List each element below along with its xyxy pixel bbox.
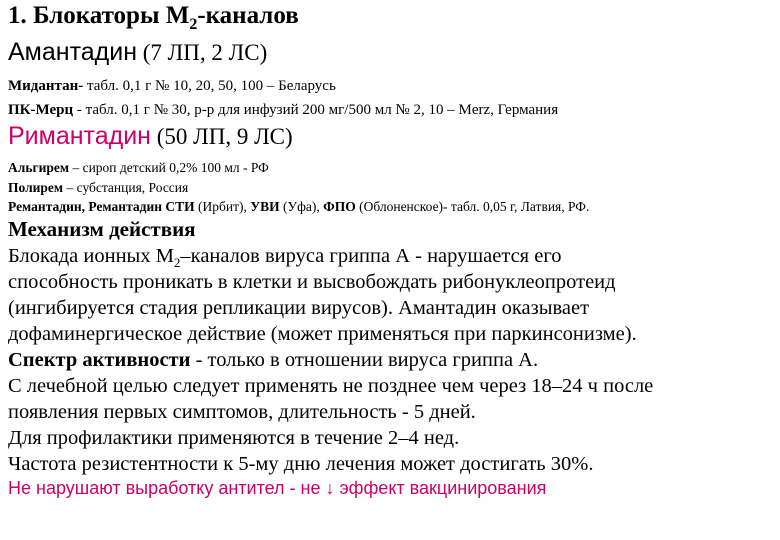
remantadin-text-3: (Облоненское)- табл. 0,05 г, Латвия, РФ. [355,199,590,214]
remantadin-fpo: ФПО [323,199,356,214]
polirem-name: Полирем [8,180,64,195]
remantadin-uvi: УВИ [250,199,280,214]
page-title [8,2,299,34]
title-subscript: 2 [189,16,198,33]
mechanism-line-3: (ингибируется стадия репликации вирусов). Амантадин оказывает [8,297,590,319]
mechanism-text-1b: –каналов вируса гриппа А - нарушается его [180,245,562,267]
remantadin-text-1: (Ирбит), [194,199,251,214]
mechanism-line-2: способность проникать в клетки и высвобождать рибонуклеопротеид [8,271,616,293]
pkmerz-name: ПК-Мерц [8,102,74,118]
midantan-text: табл. 0,1 г № 10, 20, 50, 100 – Беларусь [83,78,336,94]
spectrum-text: - только в отношении вируса гриппа А. [190,349,539,371]
rimantadine-heading [8,122,293,151]
pkmerz-line [8,102,558,119]
midantan-name: Мидантан- [8,78,84,94]
algirem-text: – сироп детский 0,2% 100 мл - РФ [69,160,269,175]
treatment-line-1: С лечебной целью следует применять не позднее чем через 18–24 ч после [8,375,654,397]
remantadin-names: Ремантадин, Ремантадин СТИ [8,199,195,214]
vaccination-note-text-b: эффект вакцинирования [334,478,547,498]
treatment-line-2: появления первых симптомов, длительность - 5 дней. [8,401,476,423]
vaccination-note-text-a: Не нарушают выработку антител - не [8,478,326,498]
remantadin-line [8,199,589,215]
spectrum-line [8,347,538,373]
mechanism-line-4: дофаминергическое действие (может применяться при паркинсонизме). [8,323,637,345]
amantadine-heading [8,38,267,67]
rimantadine-name: Римантадин [8,122,151,150]
vaccination-note [8,478,546,499]
prophylaxis-line: Для профилактики применяются в течение 2–4 нед. [8,427,460,449]
pkmerz-text: - табл. 0,1 г № 30, р-р для инфузий 200 мг/500 мл № 2, 10 – Merz, Германия [73,102,559,118]
remantadin-text-2: (Уфа), [279,199,324,214]
spectrum-label: Спектр активности [8,349,191,371]
mechanism-subscript: 2 [173,255,181,271]
amantadine-name: Амантадин [8,38,138,66]
rimantadine-counts: (50 ЛП, 9 ЛС) [150,124,293,149]
algirem-name: Альгирем [8,160,70,175]
polirem-line [8,180,188,196]
title-text-end: -каналов [197,2,299,29]
mechanism-text-1a: Блокада ионных М [8,245,174,267]
polirem-text: – субстанция, Россия [63,180,189,195]
mechanism-heading: Механизм действия [8,217,196,241]
resistance-line: Частота резистентности к 5-му дню лечения может достигать 30%. [8,453,594,475]
algirem-line [8,160,269,176]
amantadine-counts: (7 ЛП, 2 ЛС) [137,40,268,65]
title-text: 1. Блокаторы М [8,2,190,29]
down-arrow-icon: ↓ [325,478,335,498]
midantan-line [8,78,336,95]
